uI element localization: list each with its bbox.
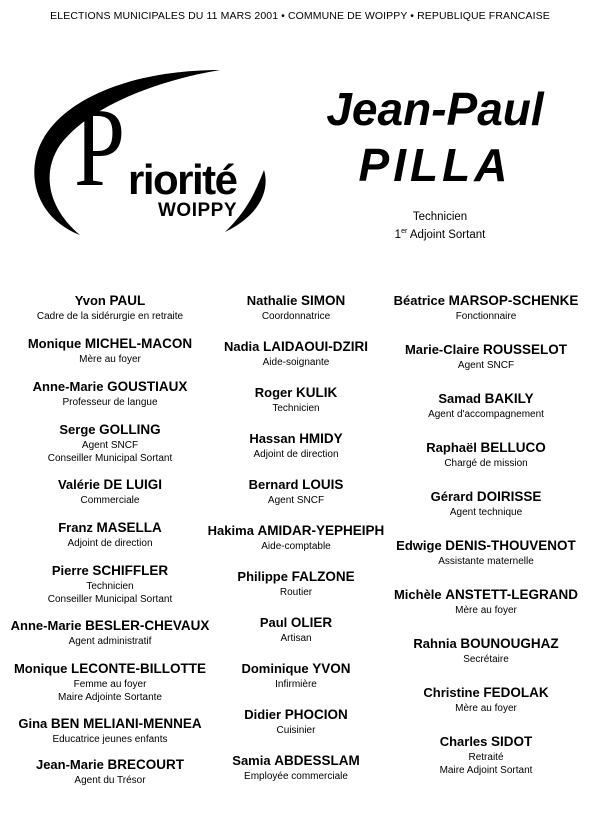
- member-first-name: Paul: [259, 615, 291, 630]
- member-name: [10, 292, 210, 310]
- member-first-name: Samad: [438, 391, 485, 406]
- member-name: [196, 522, 396, 540]
- member-name: [196, 430, 396, 448]
- member-name: [196, 660, 396, 678]
- member-occupation: Maire Adjointe Sortante: [58, 692, 162, 703]
- member-last-name: YVON: [312, 661, 351, 676]
- logo-town: WOIPPY: [158, 200, 238, 221]
- member-occupation: Infirmière: [275, 679, 317, 690]
- member-last-name: ROUSSELOT: [483, 342, 568, 357]
- member-last-name: KULIK: [295, 385, 338, 400]
- member-occupation: Agent du Trésor: [74, 775, 146, 786]
- member-last-name: FALZONE: [291, 569, 355, 584]
- list-member: [196, 476, 396, 507]
- member-last-name: PAUL: [109, 293, 146, 308]
- list-member: [196, 338, 396, 369]
- member-name: [386, 586, 586, 604]
- member-last-name: ABDESSLAM: [274, 753, 360, 768]
- list-member: [386, 439, 586, 470]
- list-member: [386, 684, 586, 715]
- member-name: [386, 635, 586, 653]
- list-member: [196, 614, 396, 645]
- member-first-name: Anne-Marie: [32, 379, 108, 394]
- member-first-name: Gérard: [430, 489, 477, 504]
- member-name: [196, 292, 396, 310]
- list-member: [386, 733, 586, 777]
- member-occupation: Commerciale: [80, 495, 140, 506]
- member-last-name: OLIER: [290, 615, 333, 630]
- member-last-name: MASELLA: [96, 520, 162, 535]
- role-ordinal-suffix: er: [401, 228, 408, 235]
- member-occupation: Conseiller Municipal Sortant: [47, 453, 173, 464]
- list-member: [196, 384, 396, 415]
- member-name: [196, 384, 396, 402]
- member-last-name: ANSTETT-LEGRAND: [445, 587, 579, 602]
- member-last-name: DOIRISSE: [476, 489, 542, 504]
- member-occupation: Agent administratif: [68, 636, 152, 647]
- candidate-first-name: Jean-Paul: [326, 83, 544, 135]
- list-member: [196, 706, 396, 737]
- member-name: [10, 476, 210, 494]
- member-occupation: Conseiller Municipal Sortant: [47, 594, 173, 605]
- member-occupation: Maire Adjoint Sortant: [439, 765, 533, 776]
- priorite-woippy-logo: [20, 60, 280, 240]
- member-occupation: Agent SNCF: [267, 495, 325, 506]
- role-ordinal: 1: [394, 228, 402, 241]
- member-first-name: Hakima: [207, 523, 258, 538]
- member-first-name: Jean-Marie: [35, 757, 108, 772]
- list-member: [386, 341, 586, 372]
- member-name: [10, 660, 210, 678]
- member-occupation: Fonctionnaire: [455, 311, 517, 322]
- member-name: [386, 292, 586, 310]
- member-name: [386, 390, 586, 408]
- member-last-name: GOUSTIAUX: [107, 379, 188, 394]
- member-occupation: Mère au foyer: [455, 605, 517, 616]
- member-name: [386, 439, 586, 457]
- candidate-last-name: PILLA: [358, 139, 512, 191]
- list-member: [10, 660, 210, 704]
- member-first-name: Béatrice: [393, 293, 449, 308]
- member-occupation: Agent SNCF: [457, 360, 515, 371]
- list-member: [10, 756, 210, 787]
- member-name: [386, 341, 586, 359]
- role-rest: Adjoint Sortant: [407, 228, 486, 241]
- member-name: [386, 684, 586, 702]
- member-last-name: BELLUCO: [480, 440, 546, 455]
- member-last-name: SIDOT: [491, 734, 533, 749]
- list-member: [196, 660, 396, 691]
- member-first-name: Raphaël: [426, 440, 481, 455]
- member-occupation: Adjoint de direction: [253, 449, 339, 460]
- member-first-name: Edwige: [396, 538, 446, 553]
- member-occupation: Femme au foyer: [73, 679, 147, 690]
- list-member: [10, 519, 210, 550]
- member-first-name: Roger: [254, 385, 296, 400]
- member-first-name: Anne-Marie: [10, 618, 86, 633]
- member-first-name: Marie-Claire: [404, 342, 484, 357]
- logo-p-letter: P: [74, 86, 126, 210]
- member-occupation: Retraité: [468, 752, 504, 763]
- member-first-name: Monique: [27, 336, 85, 351]
- member-name: [10, 378, 210, 396]
- list-member: [10, 617, 210, 648]
- member-occupation: Adjoint de direction: [67, 538, 153, 549]
- member-name: [10, 519, 210, 537]
- member-first-name: Monique: [13, 661, 72, 676]
- list-member: [10, 378, 210, 409]
- member-first-name: Nadia: [223, 339, 263, 354]
- member-first-name: Franz: [58, 520, 97, 535]
- member-last-name: LAIDAOUI-DZIRI: [263, 339, 368, 354]
- member-occupation: Technicien: [272, 403, 320, 414]
- list-member: [10, 562, 210, 606]
- member-first-name: Gina: [18, 716, 51, 731]
- member-name: [10, 562, 210, 580]
- member-occupation: Coordonnatrice: [261, 311, 331, 322]
- list-member: [196, 752, 396, 783]
- member-name: [386, 488, 586, 506]
- candidate-profession: Technicien: [412, 211, 468, 223]
- member-occupation: Educatrice jeunes enfants: [52, 734, 168, 745]
- member-name: [196, 706, 396, 724]
- member-occupation: Mère au foyer: [455, 703, 517, 714]
- list-member: [386, 488, 586, 519]
- member-occupation: Assistante maternelle: [438, 556, 534, 567]
- member-last-name: LOUIS: [302, 477, 344, 492]
- member-name: [10, 756, 210, 774]
- member-first-name: Pierre: [51, 563, 93, 578]
- list-member: [10, 715, 210, 746]
- member-first-name: Didier: [244, 707, 285, 722]
- member-first-name: Nathalie: [246, 293, 301, 308]
- candidate-role: [340, 224, 540, 243]
- member-occupation: Agent d'accompagnement: [428, 409, 544, 420]
- member-last-name: HMIDY: [299, 431, 343, 446]
- member-last-name: BESLER-CHEVAUX: [85, 618, 210, 633]
- member-last-name: BOUNOUGHAZ: [460, 636, 559, 651]
- member-occupation: Aide-comptable: [261, 541, 331, 552]
- member-last-name: SCHIFFLER: [92, 563, 169, 578]
- logo-word: riorité: [128, 156, 237, 203]
- member-occupation: Technicien: [86, 581, 134, 592]
- member-last-name: PHOCION: [284, 707, 348, 722]
- list-member: [196, 430, 396, 461]
- member-name: [10, 421, 210, 439]
- member-last-name: LECONTE-BILLOTTE: [71, 661, 207, 676]
- member-first-name: Christine: [423, 685, 484, 700]
- member-last-name: BEN MELIANI-MENNEA: [50, 716, 202, 731]
- list-member: [386, 635, 586, 666]
- member-occupation: Aide-soignante: [262, 357, 330, 368]
- member-last-name: DE LUIGI: [103, 477, 163, 492]
- member-last-name: BRECOURT: [107, 757, 185, 772]
- member-first-name: Michèle: [393, 587, 446, 602]
- member-name: [386, 537, 586, 555]
- member-first-name: Philippe: [237, 569, 292, 584]
- member-name: [196, 476, 396, 494]
- member-last-name: AMIDAR-YEPHEIPH: [257, 523, 385, 538]
- list-member: [196, 568, 396, 599]
- member-last-name: DENIS-THOUVENOT: [445, 538, 576, 553]
- member-first-name: Bernard: [248, 477, 303, 492]
- member-occupation: Employée commerciale: [244, 771, 348, 782]
- member-name: [10, 335, 210, 353]
- member-occupation: Agent technique: [449, 507, 523, 518]
- member-name: [196, 338, 396, 356]
- member-first-name: Hassan: [249, 431, 300, 446]
- list-member: [10, 335, 210, 366]
- member-name: [386, 733, 586, 751]
- member-occupation: Secrétaire: [463, 654, 509, 665]
- member-last-name: MARSOP-SCHENKE: [448, 293, 579, 308]
- list-member: [386, 292, 586, 323]
- member-first-name: Rahnia: [413, 636, 461, 651]
- list-member: [196, 522, 396, 553]
- member-occupation: Mère au foyer: [79, 354, 141, 365]
- list-member: [386, 586, 586, 617]
- member-name: [10, 715, 210, 733]
- member-last-name: BAKILY: [484, 391, 534, 406]
- member-occupation: Cuisinier: [276, 725, 316, 736]
- list-member: [196, 292, 396, 323]
- member-last-name: FEDOLAK: [483, 685, 549, 700]
- member-first-name: Valérie: [57, 477, 104, 492]
- member-name: [196, 568, 396, 586]
- member-occupation: Artisan: [280, 633, 312, 644]
- election-banner: ELECTIONS MUNICIPALES DU 11 MARS 2001 • COMMUNE DE WOIPPY • REPUBLIQUE FRANCAISE: [50, 10, 550, 22]
- member-first-name: Serge: [59, 422, 100, 437]
- member-first-name: Samia: [232, 753, 275, 768]
- member-name: [10, 617, 210, 635]
- member-first-name: Charles: [439, 734, 492, 749]
- member-occupation: Routier: [279, 587, 313, 598]
- member-occupation: Professeur de langue: [62, 397, 158, 408]
- member-occupation: Agent SNCF: [81, 440, 139, 451]
- member-first-name: Dominique: [241, 661, 313, 676]
- list-member: [10, 292, 210, 323]
- member-name: [196, 614, 396, 632]
- list-member: [386, 390, 586, 421]
- member-name: [196, 752, 396, 770]
- member-last-name: MICHEL-MACON: [84, 336, 193, 351]
- member-occupation: Cadre de la sidérurgie en retraite: [36, 311, 184, 322]
- list-member: [10, 421, 210, 465]
- list-member: [10, 476, 210, 507]
- member-occupation: Chargé de mission: [444, 458, 528, 469]
- swoosh-icon: [20, 60, 280, 240]
- member-first-name: Yvon: [74, 293, 110, 308]
- list-member: [386, 537, 586, 568]
- member-last-name: SIMON: [300, 293, 346, 308]
- member-last-name: GOLLING: [99, 422, 161, 437]
